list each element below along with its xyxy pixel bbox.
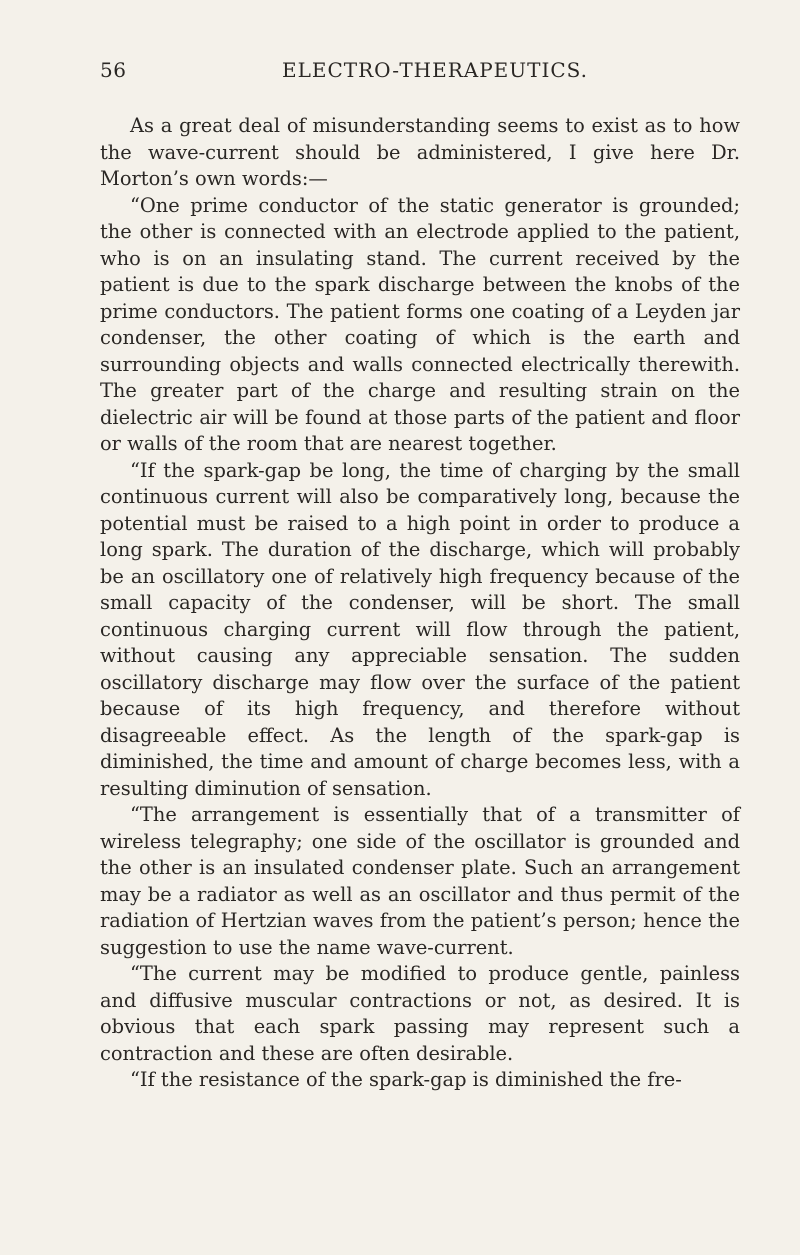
body-text [100,113,740,1094]
running-title: ELECTRO-THERAPEUTICS. [281,58,589,82]
paragraph: “The current may be modified to produce gentle, painless and diffusive muscular contractions or not, as desired. It is obvious that each spark passing may represent such a contraction and these are often desirable. [100,962,740,1065]
running-head [100,58,740,88]
page-number: 56 [100,58,127,82]
paragraph: “One prime conductor of the static generator is grounded; the other is connected with an electrode applied to the patient, who is on an insulating stand. The current received by the patient is due to the spark discharge between the knobs of the prime conductors. The patient forms one coating of a Leyden jar condenser, the other coating of which is the earth and surrounding objects and walls connected electrically therewith. The greater part of the charge and resulting strain on the dielectric air will be found at those parts of the patient and floor or walls of the room that are nearest together. [100,193,740,455]
paragraph: “If the spark-gap be long, the time of charging by the small continuous current will also be comparatively long, because the potential must be raised to a high point in order to produce a long spark. The duration of the discharge, which will probably be an oscillatory one of relatively high frequency because of the small capacity of the condenser, will be short. The small continuous charging current will flow through the patient, without causing any appreciable sensation. The sudden oscillatory discharge may flow over the surface of the patient because of its high frequency, and therefore without disagreeable effect. As the length of the spark-gap is diminished, the time and amount of charge becomes less, with a resulting diminution of sensation. [100,458,740,800]
paragraph: “If the resistance of the spark-gap is diminished the fre- [130,1068,682,1091]
paragraph: As a great deal of misunderstanding seems to exist as to how the wave-current should be administered, I give here Dr. Morton’s own words:— [100,114,740,190]
paragraph: “The arrangement is essentially that of a transmitter of wireless telegraphy; one side of the oscillator is grounded and the other is an insulated condenser plate. Such an arrangement may be a radiator as well as an oscillator and thus permit of the radiation of Hertzian waves from the patient’s person; hence the suggestion to use the name wave-current. [100,803,740,959]
